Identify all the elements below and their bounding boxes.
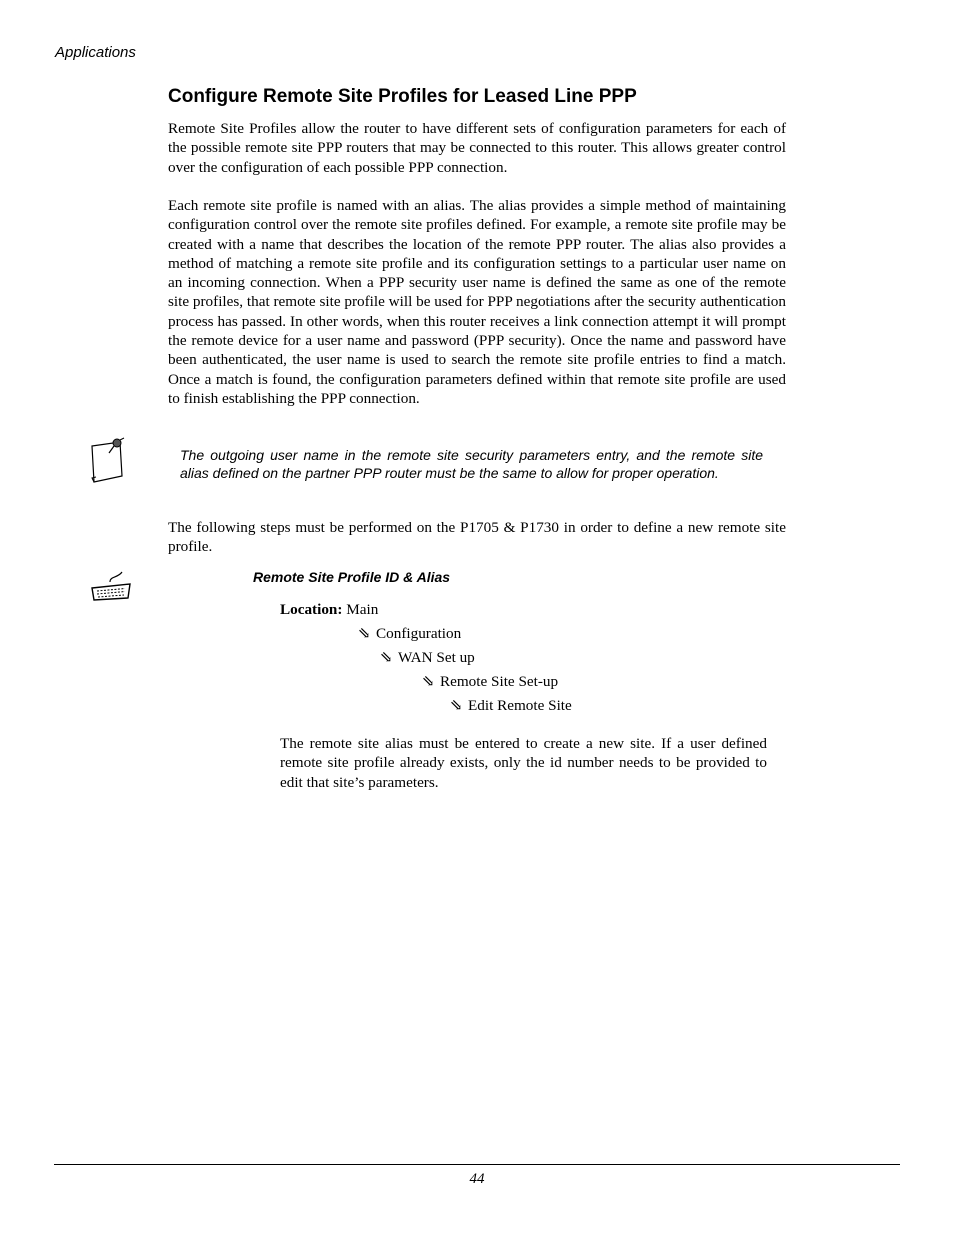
running-header: Applications	[55, 44, 136, 61]
location-step-wan-setup	[380, 648, 475, 668]
location-step-remote-site-setup	[422, 672, 558, 692]
intro-paragraph: Remote Site Profiles allow the router to have different sets of configuration parameters for each of the possible remote site PPP routers that may be connected to this router. This allows greater control over the configuration of each possible PPP connection.	[168, 120, 786, 176]
location-step-label: Edit Remote Site	[468, 697, 572, 714]
location-step-edit-remote-site	[450, 696, 572, 716]
location-step-label: Remote Site Set-up	[440, 673, 559, 690]
section-title: Configure Remote Site Profiles for Leased Line PPP	[168, 86, 637, 107]
procedure-description: The remote site alias must be entered to create a new site. If a user defined remote site profile already exists, only the id number needs to be provided to edit that site’s parameters.	[280, 735, 767, 791]
footer-divider	[54, 1164, 900, 1165]
arrow-icon: ⇘	[358, 626, 371, 642]
arrow-icon: ⇘	[450, 698, 463, 714]
location-step-label: Configuration	[376, 625, 462, 642]
alias-paragraph: Each remote site profile is named with an alias. The alias provides a simple method of maintaining configuration control over the remote site profiles defined. For example, a remote site profile may be created with a name that describes the location of the remote PPP router. The alias also provides a method of matching a remote site profile and its configuration settings to a particular user name on an incoming connection. When a PPP security user name is defined the same as one of the remote site profiles, that remote site profile will be used for PPP negotiations after the security authentication process has passed. In other words, when this router receives a link connection attempt it will prompt the remote device for a user name and password (PPP security). Once the name and password have been authenticated, the user name is used to search the remote site profile entries to find a match. Once a match is found, the configuration parameters defined within that remote site profile are used to finish establishing the PPP connection.	[168, 197, 786, 407]
procedure-heading: Remote Site Profile ID & Alias	[253, 569, 451, 585]
arrow-icon: ⇘	[422, 674, 435, 690]
arrow-icon: ⇘	[380, 650, 393, 666]
location-main: Main	[346, 601, 379, 618]
steps-intro-paragraph: The following steps must be performed on the P1705 & P1730 in order to define a new remote site profile.	[168, 519, 786, 556]
keyboard-icon	[88, 570, 134, 604]
location-step-configuration	[358, 624, 461, 644]
location-step-label: WAN Set up	[398, 649, 475, 666]
location-root	[280, 600, 378, 619]
note-text: The outgoing user name in the remote site security parameters entry, and the remote site alias defined on the partner PPP router must be the same to allow for proper operation.	[180, 447, 763, 481]
page-number: 44	[469, 1171, 485, 1187]
location-label: Location:	[280, 601, 343, 618]
note-pad-icon	[84, 436, 130, 486]
